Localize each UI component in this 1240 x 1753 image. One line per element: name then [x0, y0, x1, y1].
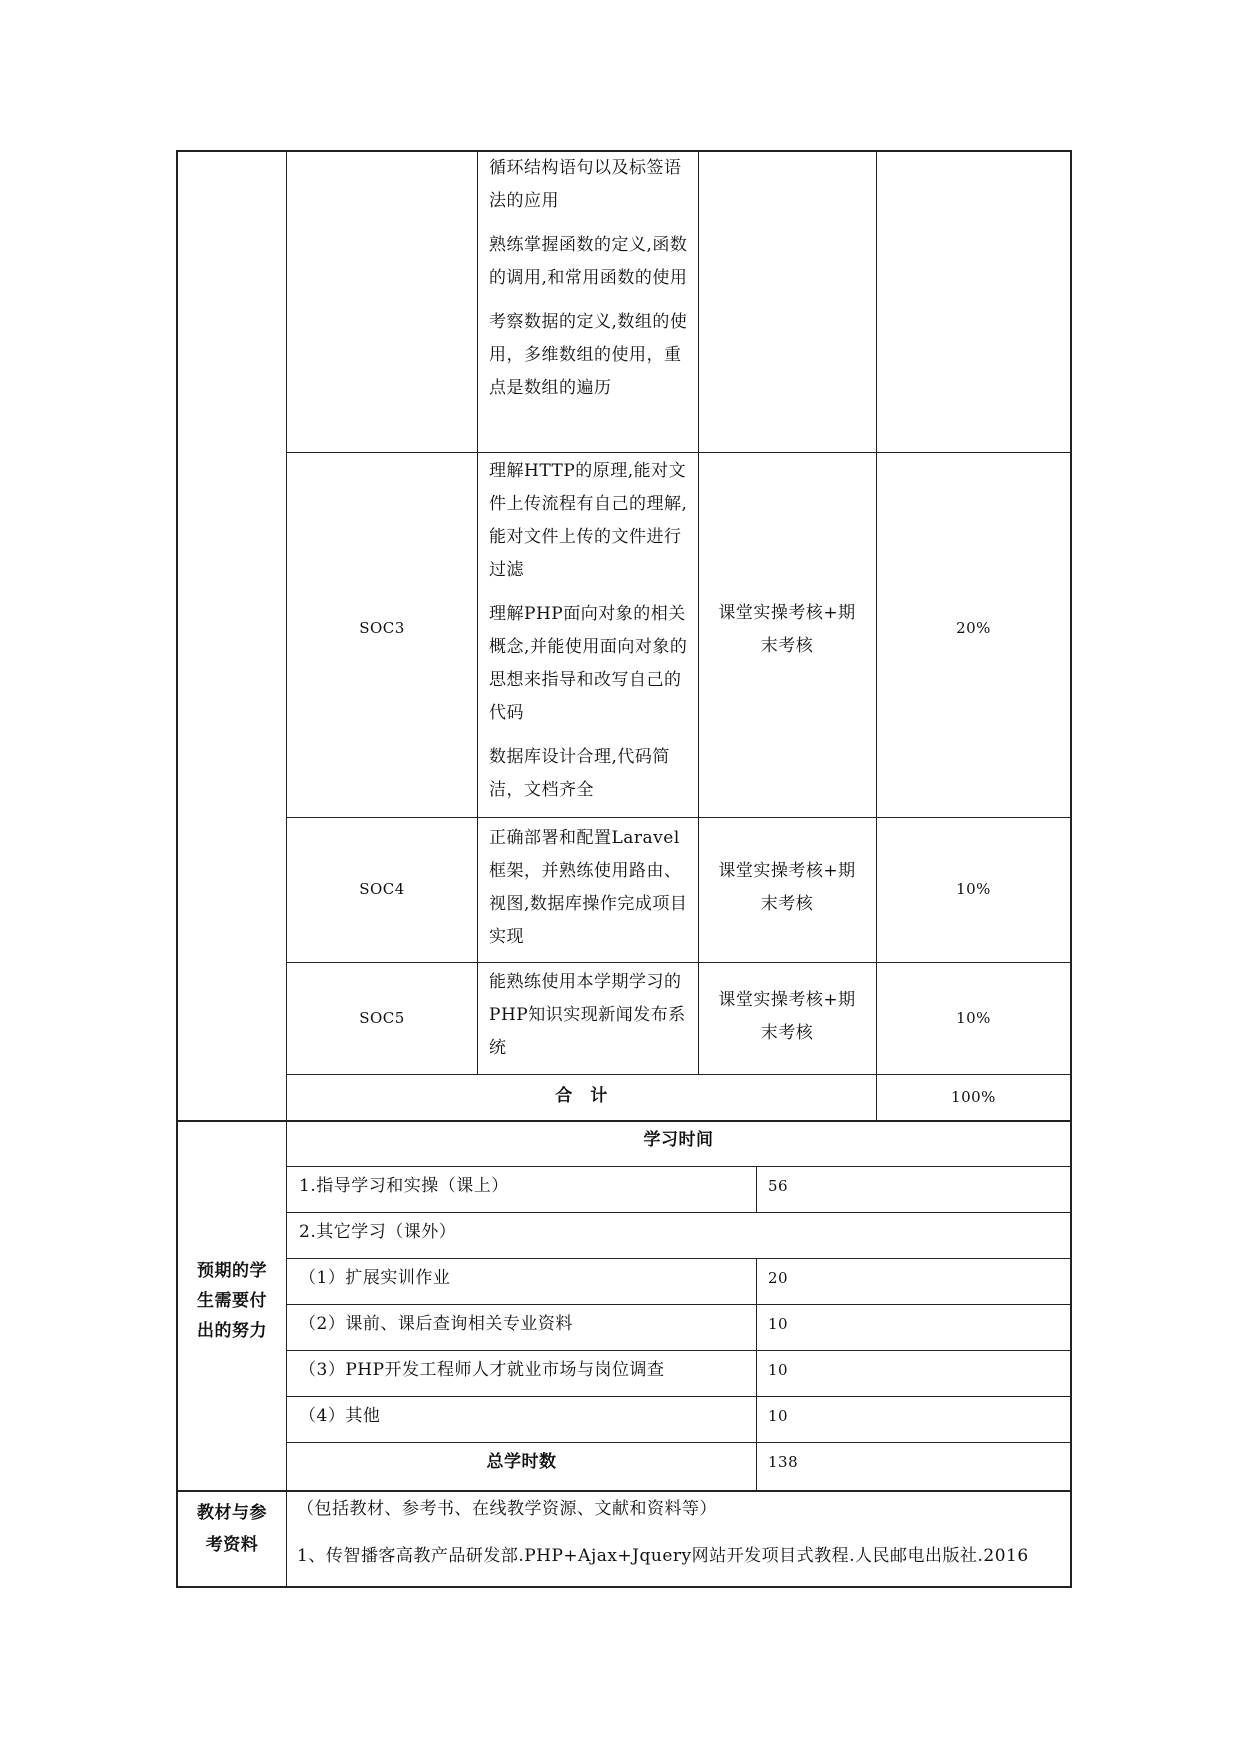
effort-row-line-1 [286, 1166, 1071, 1167]
requirement-text: 数据库设计合理,代码简洁，文档齐全 [489, 747, 670, 800]
effort-header: 学习时间 [643, 1130, 714, 1150]
soc5-code: SOC5 [359, 1009, 405, 1027]
soc4-requirements [489, 822, 689, 965]
effort-item-value: 10 [768, 1407, 789, 1425]
effort-total-label: 总学时数 [486, 1452, 557, 1472]
effort-item-value: 20 [768, 1269, 789, 1287]
materials-note: （包括教材、参考书、在线教学资源、文献和资料等） [297, 1499, 717, 1519]
requirement-text: 熟练掌握函数的定义,函数的调用,和常用函数的使用 [489, 235, 688, 288]
requirement-text: 考察数据的定义,数组的使用，多维数组的使用，重点是数组的遍历 [489, 312, 688, 398]
table-border-left [176, 150, 178, 1588]
effort-item-label: （4）其他 [299, 1406, 381, 1426]
soc3-requirements [489, 455, 689, 818]
soc4-code: SOC4 [359, 880, 405, 898]
effort-item-label: （3）PHP开发工程师人才就业市场与岗位调查 [299, 1360, 665, 1380]
effort-row-line-3 [286, 1258, 1071, 1259]
soc5-requirements [489, 966, 689, 1076]
effort-row-line-7 [286, 1442, 1071, 1443]
effort-total-value: 138 [768, 1453, 799, 1471]
effort-section-label: 预期的学生需要付出的努力 [197, 1261, 267, 1341]
effort-row-line-5 [286, 1350, 1071, 1351]
soc5-method: 课堂实操考核+期末考核 [718, 990, 856, 1043]
table-border-right [1070, 150, 1072, 1588]
soc3-code: SOC3 [359, 619, 405, 637]
effort-value-divider-b [756, 1258, 757, 1491]
effort-item-value: 10 [768, 1361, 789, 1379]
effort-value-divider-a [756, 1166, 757, 1212]
soc4-weight: 10% [956, 880, 991, 898]
section-separator-2 [176, 1490, 1071, 1492]
soc3-method: 课堂实操考核+期末考核 [718, 603, 856, 656]
effort-item-value: 10 [768, 1315, 789, 1333]
effort-row-line-2 [286, 1212, 1071, 1213]
requirement-text: 正确部署和配置Laravel框架，并熟练使用路由、视图,数据库操作完成项目实现 [489, 828, 688, 947]
materials-item: 1、传智播客高教产品研发部.PHP+Ajax+Jquery网站开发项目式教程.人民邮电出版社.2016 [297, 1546, 1029, 1566]
assess-col-divider-1 [477, 150, 478, 1074]
soc3-weight: 20% [956, 619, 991, 637]
table-border-bottom [176, 1586, 1072, 1588]
materials-section-label: 教材与参考资料 [197, 1503, 267, 1555]
assess-row-line-1 [286, 452, 1071, 453]
requirement-text: 循环结构语句以及标签语法的应用 [489, 158, 682, 211]
soc5-weight: 10% [956, 1009, 991, 1027]
soc4-method: 课堂实操考核+期末考核 [718, 861, 856, 914]
effort-row-line-4 [286, 1304, 1071, 1305]
requirement-text: 理解PHP面向对象的相关概念,并能使用面向对象的思想来指导和改写自己的代码 [489, 604, 688, 723]
requirement-text: 理解HTTP的原理,能对文件上传流程有自己的理解,能对文件上传的文件进行过滤 [489, 461, 688, 580]
label-column-divider [286, 150, 287, 1587]
effort-item-label: 2.其它学习（课外） [299, 1222, 457, 1242]
effort-item-label: （2）课前、课后查询相关专业资料 [299, 1314, 573, 1334]
effort-item-label: （1）扩展实训作业 [299, 1268, 451, 1288]
assessment-total-value: 100% [951, 1088, 996, 1106]
effort-item-label: 1.指导学习和实操（课上） [299, 1176, 509, 1196]
assessment-total-label: 合 计 [555, 1086, 608, 1106]
section-separator-1 [176, 1120, 1071, 1122]
effort-row-line-6 [286, 1396, 1071, 1397]
assess-col-divider-2 [698, 150, 699, 1074]
assess-cont-requirements [489, 150, 689, 416]
effort-item-value: 56 [768, 1177, 789, 1195]
requirement-text: 能熟练使用本学期学习的PHP知识实现新闻发布系统 [489, 972, 686, 1058]
